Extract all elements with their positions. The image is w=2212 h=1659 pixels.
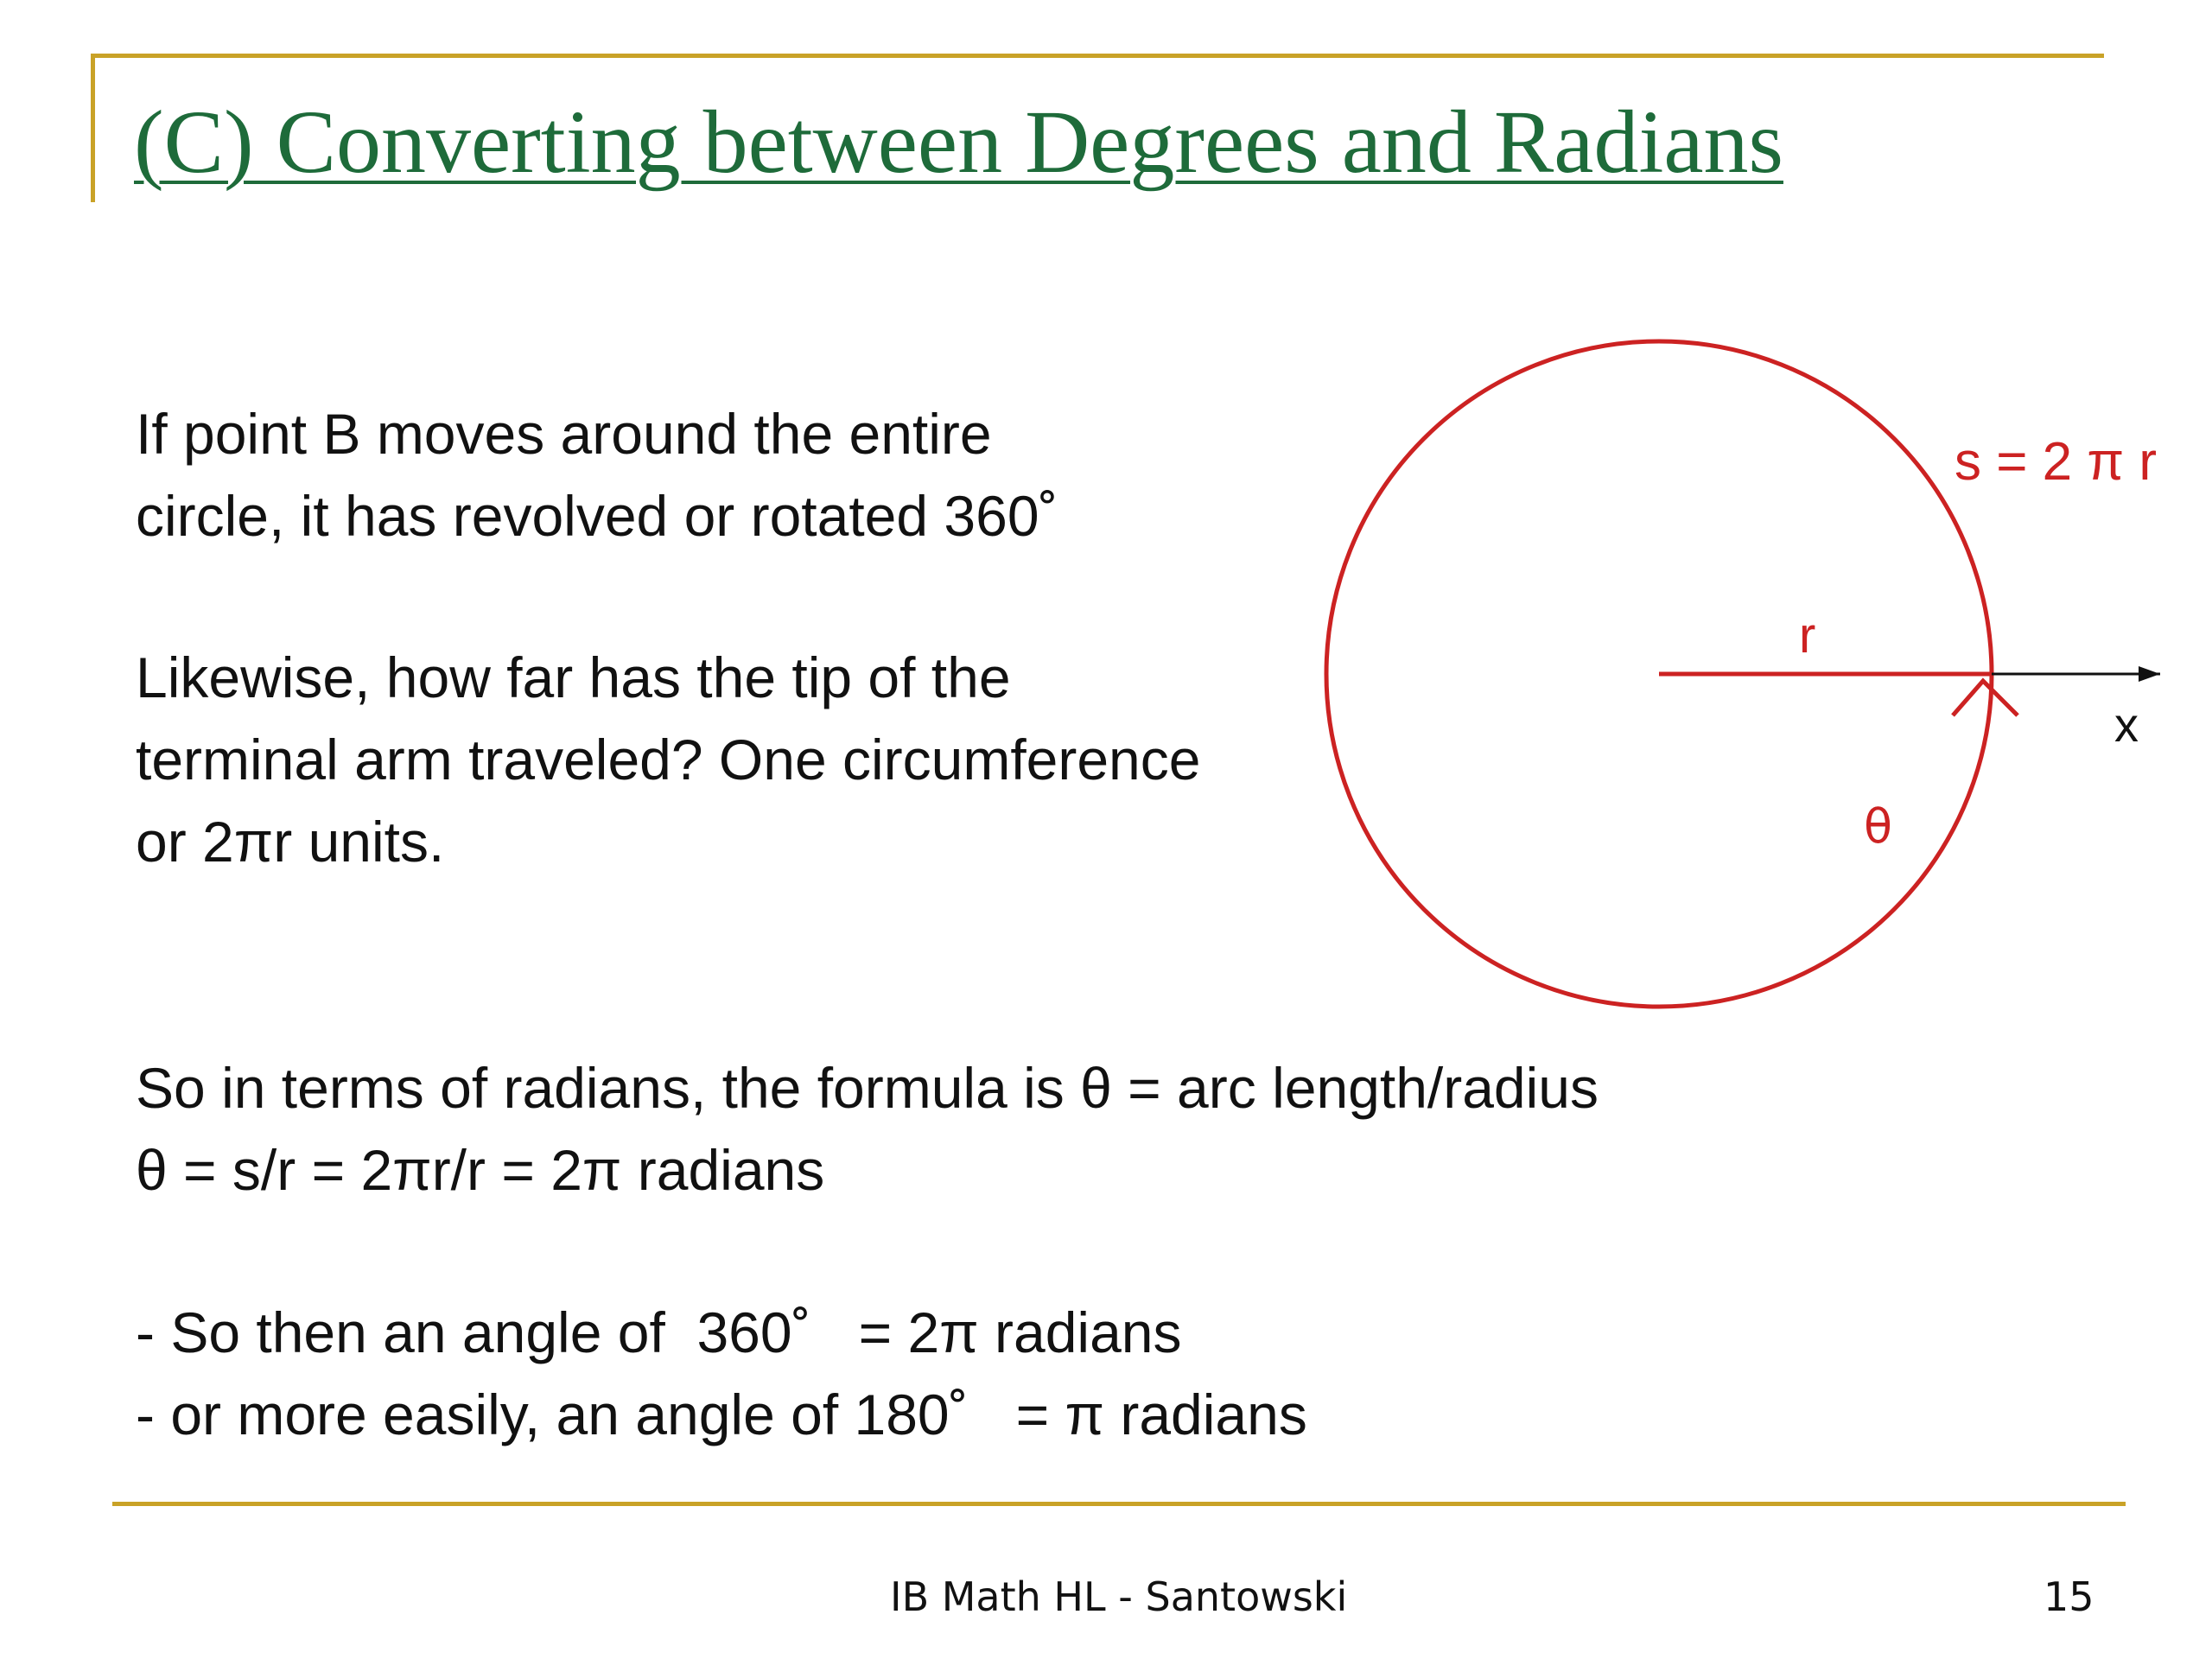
paragraph-circumference: [136, 637, 1200, 883]
rotation-arrowhead: [1953, 681, 2018, 715]
text-line: terminal arm traveled? One circumference: [136, 728, 1201, 791]
x-axis-label: x: [2114, 697, 2139, 752]
left-rule: [91, 54, 95, 202]
text-line: If point B moves around the entire: [136, 402, 992, 466]
footer-author: IB Math HL - Santowski: [890, 1573, 1348, 1620]
text-line: So in terms of radians, the formula is θ = arc length/radius: [136, 1056, 1599, 1120]
text-line: θ = s/r = 2πr/r = 2π radians: [136, 1138, 825, 1202]
text-line: Likewise, how far has the tip of the: [136, 645, 1011, 709]
top-rule: [91, 54, 2104, 58]
unit-circle-diagram: [1296, 320, 2195, 1028]
bottom-rule: [112, 1502, 2126, 1506]
paragraph-full-rotation: [136, 393, 1058, 557]
arc-length-label: s = 2 π r: [1955, 432, 2158, 492]
radius-label: r: [1799, 607, 1816, 664]
page-number: 15: [2044, 1573, 2094, 1620]
x-axis-arrowhead: [2139, 666, 2160, 682]
text-line: - So then an angle of 360˚ = 2π radians: [136, 1300, 1182, 1364]
text-line: - or more easily, an angle of 180˚ = π radians: [136, 1382, 1307, 1446]
angle-theta-label: θ: [1864, 799, 1893, 854]
text-line: circle, it has revolved or rotated 360˚: [136, 484, 1058, 548]
paragraph-radian-formula: [136, 1047, 1599, 1211]
text-line: or 2πr units.: [136, 810, 445, 874]
slide-title: (C) Converting between Degrees and Radians: [134, 92, 1783, 192]
paragraph-conversions: [136, 1292, 1307, 1456]
